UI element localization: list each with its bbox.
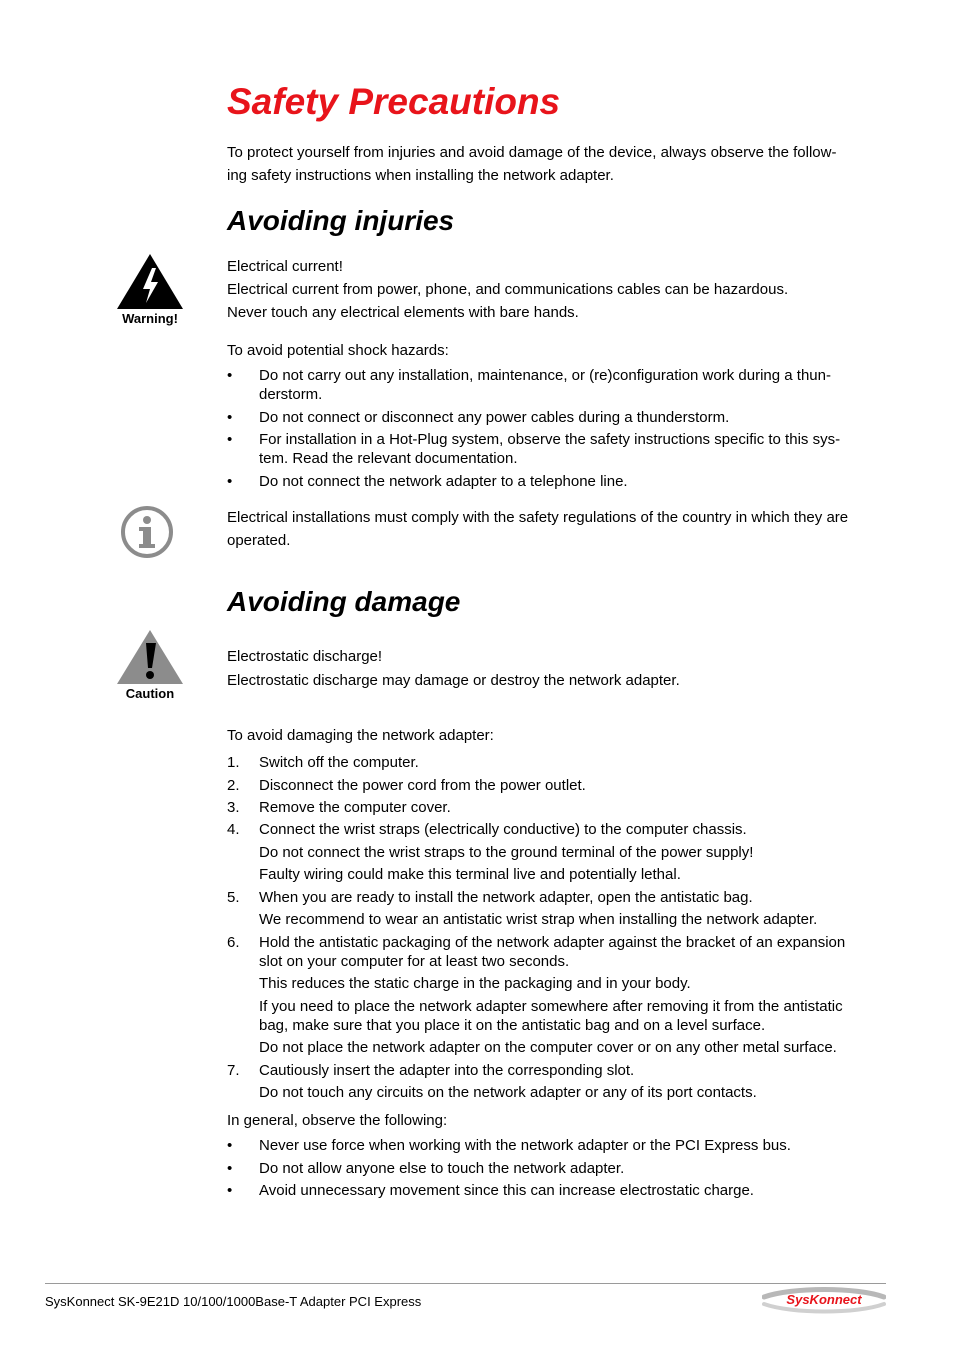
shock-bullet-2: Do not connect or disconnect any power cables during a thunderstorm.: [259, 409, 730, 426]
bullet-marker: •: [227, 473, 233, 490]
step-7-note-1: Do not touch any circuits on the network adapter or any of its port contacts.: [259, 1084, 757, 1101]
warning-text-1: Electrical current!: [227, 258, 343, 275]
step-6-note-3: Do not place the network adapter on the computer cover or on any other metal surface.: [259, 1039, 837, 1056]
step-4-note-1: Do not connect the wrist straps to the ground terminal of the power supply!: [259, 844, 754, 861]
step-number: 1.: [227, 754, 240, 771]
step-5-note-1: We recommend to wear an antistatic wrist strap when installing the network adapter.: [259, 911, 818, 928]
bullet-marker: •: [227, 1182, 233, 1199]
info-text-1: Electrical installations must comply with the safety regulations of the country in which they are: [227, 509, 849, 526]
step-3: Remove the computer cover.: [259, 799, 451, 816]
footer-divider: [45, 1283, 886, 1284]
step-number: 6.: [227, 934, 240, 951]
general-bullet-2: Do not allow anyone else to touch the network adapter.: [259, 1160, 625, 1177]
shock-bullet-1-line-1: Do not carry out any installation, maintenance, or (re)configuration work during a thun-: [259, 367, 831, 384]
syskonnect-logo: [762, 1285, 886, 1320]
step-number: 2.: [227, 777, 240, 794]
warning-text-3: Never touch any electrical elements with bare hands.: [227, 304, 579, 321]
step-6-note-2-line-2: bag, make sure that you place it on the antistatic bag and on a level surface.: [259, 1017, 766, 1034]
shock-bullet-3-line-2: tem. Read the relevant documentation.: [259, 450, 518, 467]
step-2: Disconnect the power cord from the power outlet.: [259, 777, 586, 794]
step-7: Cautiously insert the adapter into the corresponding slot.: [259, 1062, 635, 1079]
step-4-note-2: Faulty wiring could make this terminal live and potentially lethal.: [259, 866, 681, 883]
caution-icon: [105, 628, 195, 693]
step-number: 4.: [227, 821, 240, 838]
info-icon: [119, 504, 175, 565]
step-6-line-2: slot on your computer for at least two seconds.: [259, 953, 570, 970]
step-1: Switch off the computer.: [259, 754, 419, 771]
step-6-note-1: This reduces the static charge in the packaging and in your body.: [259, 975, 691, 992]
intro-line-1: To protect yourself from injuries and avoid damage of the device, always observe the follow-: [227, 144, 837, 161]
caution-text-2: Electrostatic discharge may damage or destroy the network adapter.: [227, 672, 680, 689]
step-5: When you are ready to install the network adapter, open the antistatic bag.: [259, 889, 753, 906]
intro-line-2: ing safety instructions when installing the network adapter.: [227, 167, 614, 184]
page-title: Safety Precautions: [227, 81, 561, 122]
bullet-marker: •: [227, 367, 233, 384]
info-text-2: operated.: [227, 532, 291, 549]
caution-text-1: Electrostatic discharge!: [227, 648, 383, 665]
bullet-marker: •: [227, 1160, 233, 1177]
step-number: 5.: [227, 889, 240, 906]
shock-bullet-4: Do not connect the network adapter to a telephone line.: [259, 473, 628, 490]
footer-text: SysKonnect SK-9E21D 10/100/1000Base-T Adapter PCI Express: [45, 1294, 422, 1309]
shock-bullet-1-line-2: derstorm.: [259, 386, 323, 403]
warning-label: Warning!: [122, 311, 178, 326]
shock-intro: To avoid potential shock hazards:: [227, 342, 449, 359]
general-bullet-1: Never use force when working with the network adapter or the PCI Express bus.: [259, 1137, 791, 1154]
warning-icon: [105, 252, 195, 319]
steps-intro: To avoid damaging the network adapter:: [227, 727, 494, 744]
warning-text-2: Electrical current from power, phone, and communications cables can be hazardous.: [227, 281, 789, 298]
heading-avoiding-injuries: Avoiding injuries: [227, 205, 455, 236]
step-number: 3.: [227, 799, 240, 816]
bullet-marker: •: [227, 409, 233, 426]
logo-text: SysKonnect: [786, 1292, 862, 1307]
caution-label: Caution: [125, 686, 175, 701]
heading-avoiding-damage: Avoiding damage: [227, 586, 461, 617]
step-6-note-2-line-1: If you need to place the network adapter somewhere after removing it from the antistatic: [259, 998, 843, 1015]
shock-bullet-3-line-1: For installation in a Hot-Plug system, observe the safety instructions specific to this sys-: [259, 431, 841, 448]
bullet-marker: •: [227, 431, 233, 448]
bullet-marker: •: [227, 1137, 233, 1154]
step-number: 7.: [227, 1062, 240, 1079]
general-intro: In general, observe the following:: [227, 1112, 448, 1129]
step-6-line-1: Hold the antistatic packaging of the network adapter against the bracket of an expansion: [259, 934, 846, 951]
step-4: Connect the wrist straps (electrically conductive) to the computer chassis.: [259, 821, 747, 838]
general-bullet-3: Avoid unnecessary movement since this can increase electrostatic charge.: [259, 1182, 754, 1199]
